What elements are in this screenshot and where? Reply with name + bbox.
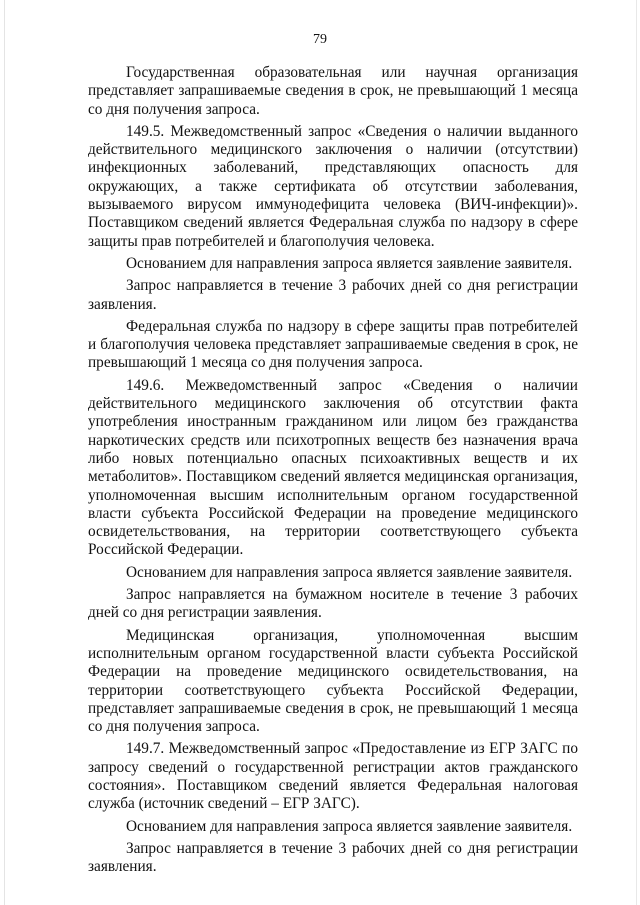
paragraph-149-5-request: 149.5. Межведомственный запрос «Сведения о наличии выданного действительного медицинского заключения о наличии (отсутствии) инфекционных заболеваний, представляющих опасность для окружающих, а также сертификата об отсутствии заболевания, вызываемого вирусом иммунодефицита человека (ВИЧ-инфекции)». Поставщиком сведений является Федеральная служба по надзору в сфере защиты прав потребителей и благополучия человека. xyxy=(88,122,578,250)
paragraph-149-6-timing: Запрос направляется на бумажном носителе в течение 3 рабочих дней со дня регистрации заявления. xyxy=(88,586,578,622)
paragraph-149-7-timing: Запрос направляется в течение 3 рабочих дней со дня регистрации заявления. xyxy=(88,839,578,876)
paragraph-149-5-basis: Основанием для направления запроса является заявление заявителя. xyxy=(126,254,573,272)
paragraph-149-5-response: Федеральная служба по надзору в сфере защиты прав потребителей и благополучия человека представляет запрашиваемые сведения в срок, не превышающий 1 месяца со дня получения запроса. xyxy=(88,317,578,372)
paragraph-149-6-basis: Основанием для направления запроса является заявление заявителя. xyxy=(126,563,573,581)
page-number: 79 xyxy=(313,32,327,47)
paragraph-149-6-response: Медицинская организация, уполномоченная высшим исполнительным органом государственной власти субъекта Российской Федерации на проведение медицинского освидетельствования, на территории соответствующего субъекта Российской Федерации, представляет запрашиваемые сведения в срок, не превышающий 1 месяца со дня получения запроса. xyxy=(88,626,578,736)
paragraph-149-7-basis: Основанием для направления запроса является заявление заявителя. xyxy=(126,817,573,835)
scan-edge-left xyxy=(4,0,5,905)
scan-edge-right xyxy=(636,0,637,905)
paragraph-149-7-request: 149.7. Межведомственный запрос «Предоставление из ЕГР ЗАГС по запросу сведений о государственной регистрации актов гражданского состояния». Поставщиком сведений является Федеральная налоговая служба (источник сведений – ЕГР ЗАГС). xyxy=(88,740,578,813)
paragraph-149-5-timing: Запрос направляется в течение 3 рабочих дней со дня регистрации заявления. xyxy=(88,277,578,313)
paragraph-149-6-request: 149.6. Межведомственный запрос «Сведения о наличии действительного медицинского заключения об отсутствии факта употребления иностранным гражданином или лицом без гражданства наркотических средств или психотропных веществ без назначения врача либо новых потенциально опасных психоактивных веществ и их метаболитов». Поставщиком сведений является медицинская организация, уполномоченная высшим исполнительным органом государственной власти субъекта Российской Федерации на проведение медицинского освидетельствования, на территории соответствующего субъекта Российской Федерации. xyxy=(88,376,578,559)
paragraph-organization-response: Государственная образовательная или научная организация представляет запрашиваемые сведения в срок, не превышающий 1 месяца со дня получения запроса. xyxy=(88,64,578,118)
document-body xyxy=(88,64,578,880)
